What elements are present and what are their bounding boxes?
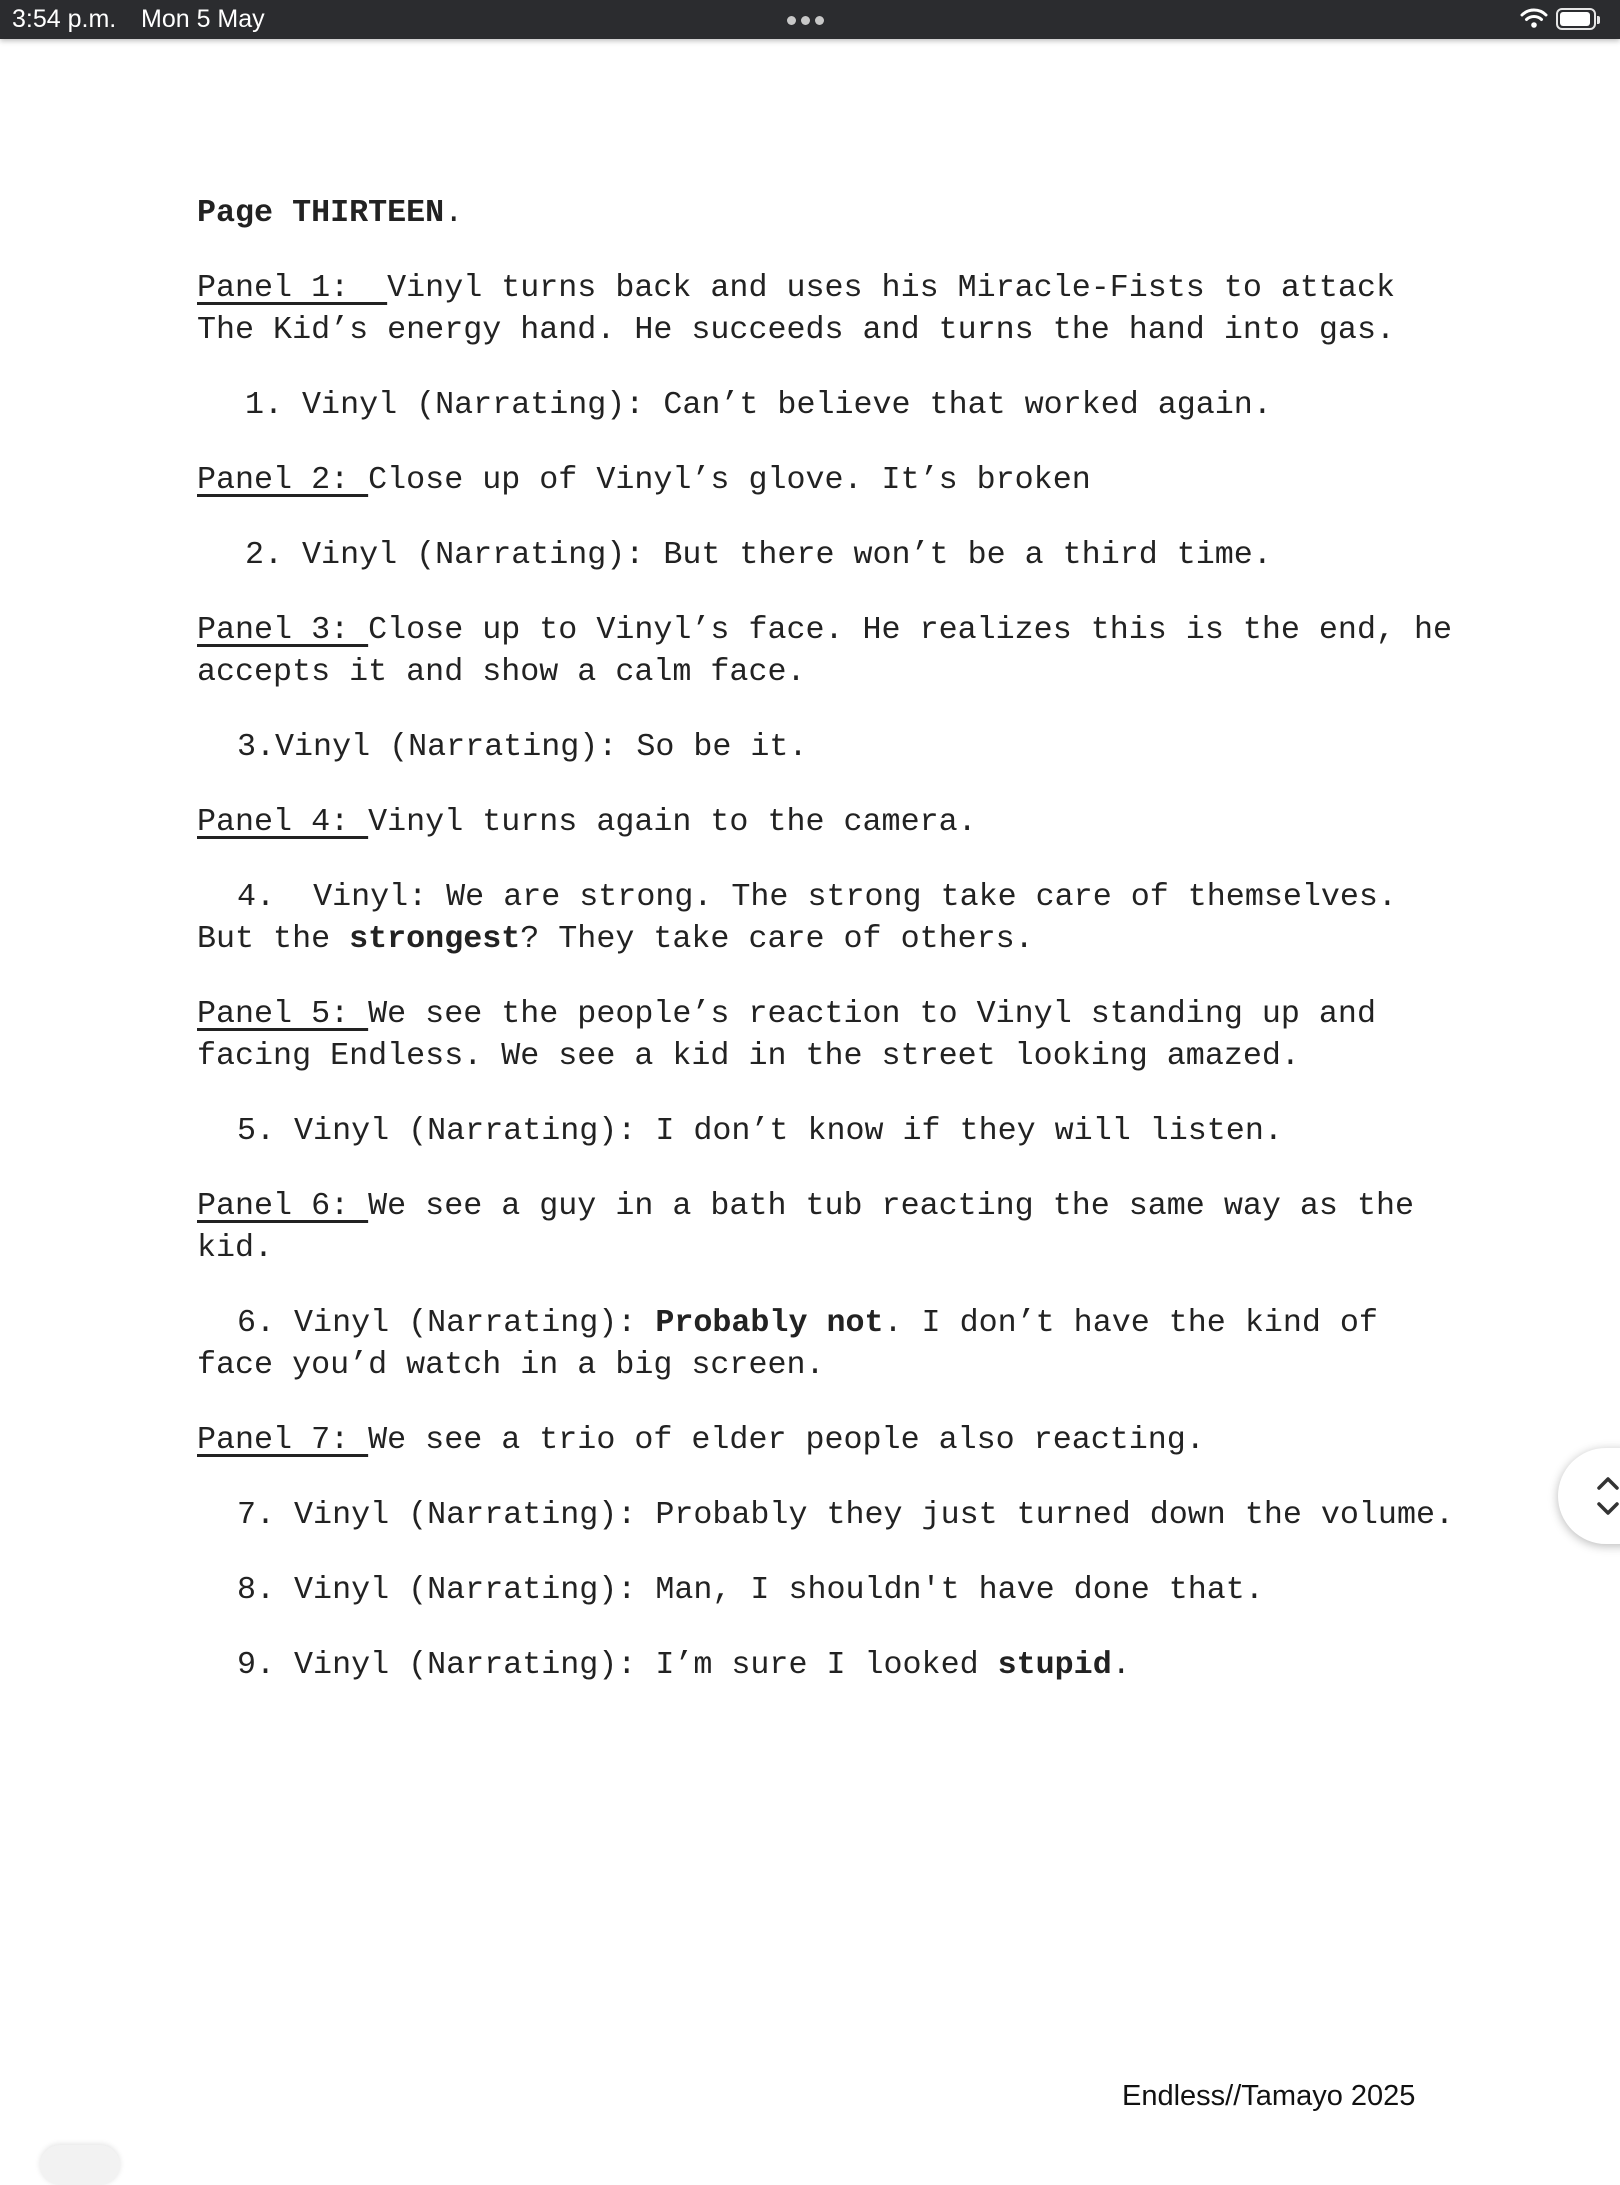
dialogue-line-7: 7. Vinyl (Narrating): Probably they just turned down the volume.	[237, 1497, 1454, 1533]
status-date: Mon 5 May	[141, 5, 265, 33]
status-bar	[0, 0, 1620, 39]
dialogue-line-3: 3.Vinyl (Narrating): So be it.	[237, 729, 808, 765]
bold-strongest: strongest	[349, 921, 521, 957]
home-indicator	[40, 2145, 120, 2185]
dialogue-line-9: 9. Vinyl (Narrating): I’m sure I looked stupid.	[237, 1647, 1131, 1683]
bold-probably-not: Probably not	[655, 1305, 884, 1341]
panel-3-description: Panel 3: Close up to Vinyl’s face. He realizes this is the end, he accepts it and show a calm face.	[197, 612, 1472, 690]
dialogue-line-1: 1. Vinyl (Narrating): Can’t believe that worked again.	[245, 387, 1272, 423]
dialogue-line-8: 8. Vinyl (Narrating): Man, I shouldn't have done that.	[237, 1572, 1264, 1608]
ellipsis-icon[interactable]	[787, 16, 824, 25]
script-page	[197, 192, 1472, 1719]
status-time: 3:54 p.m.	[12, 5, 117, 33]
panel-2-label: Panel 2:	[197, 462, 369, 498]
page-title: Page THIRTEEN.	[197, 195, 464, 231]
scroll-chevrons	[1588, 1470, 1620, 1524]
panel-1-label: Panel 1:	[197, 270, 388, 306]
battery-icon	[1556, 8, 1596, 30]
dialogue-line-2: 2. Vinyl (Narrating): But there won’t be a third time.	[245, 537, 1272, 573]
panel-4-description: Panel 4: Vinyl turns again to the camera.	[197, 804, 977, 840]
panel-2-description: Panel 2: Close up of Vinyl’s glove. It’s broken	[197, 462, 1091, 498]
scroll-navigator-button[interactable]	[1558, 1448, 1620, 1544]
panel-6-label: Panel 6:	[197, 1188, 369, 1224]
dialogue-line-5: 5. Vinyl (Narrating): I don’t know if they will listen.	[237, 1113, 1283, 1149]
panel-7-description: Panel 7: We see a trio of elder people also reacting.	[197, 1422, 1205, 1458]
panel-1-description: Panel 1: Vinyl turns back and uses his Miracle-Fists to attack The Kid’s energy hand. He succeeds and turns the hand into gas.	[197, 270, 1414, 348]
dialogue-line-4: 4. Vinyl: We are strong. The strong take care of themselves. But the strongest? They take care of others.	[197, 879, 1416, 957]
panel-6-description: Panel 6: We see a guy in a bath tub reacting the same way as the kid.	[197, 1188, 1434, 1266]
wifi-icon	[1520, 7, 1548, 29]
panel-3-label: Panel 3:	[197, 612, 369, 648]
page-footer: Endless//Tamayo 2025	[1122, 2080, 1416, 2112]
chevron-down-icon	[1599, 1504, 1617, 1513]
panel-7-label: Panel 7:	[197, 1422, 369, 1458]
chevron-up-icon	[1599, 1479, 1617, 1488]
dialogue-line-6: 6. Vinyl (Narrating): Probably not. I don’t have the kind of face you’d watch in a big screen.	[197, 1305, 1397, 1383]
bold-stupid: stupid	[997, 1647, 1112, 1683]
panel-4-label: Panel 4:	[197, 804, 369, 840]
panel-5-description: Panel 5: We see the people’s reaction to Vinyl standing up and facing Endless. We see a kid in the street looking amazed.	[197, 996, 1395, 1074]
panel-5-label: Panel 5:	[197, 996, 369, 1032]
